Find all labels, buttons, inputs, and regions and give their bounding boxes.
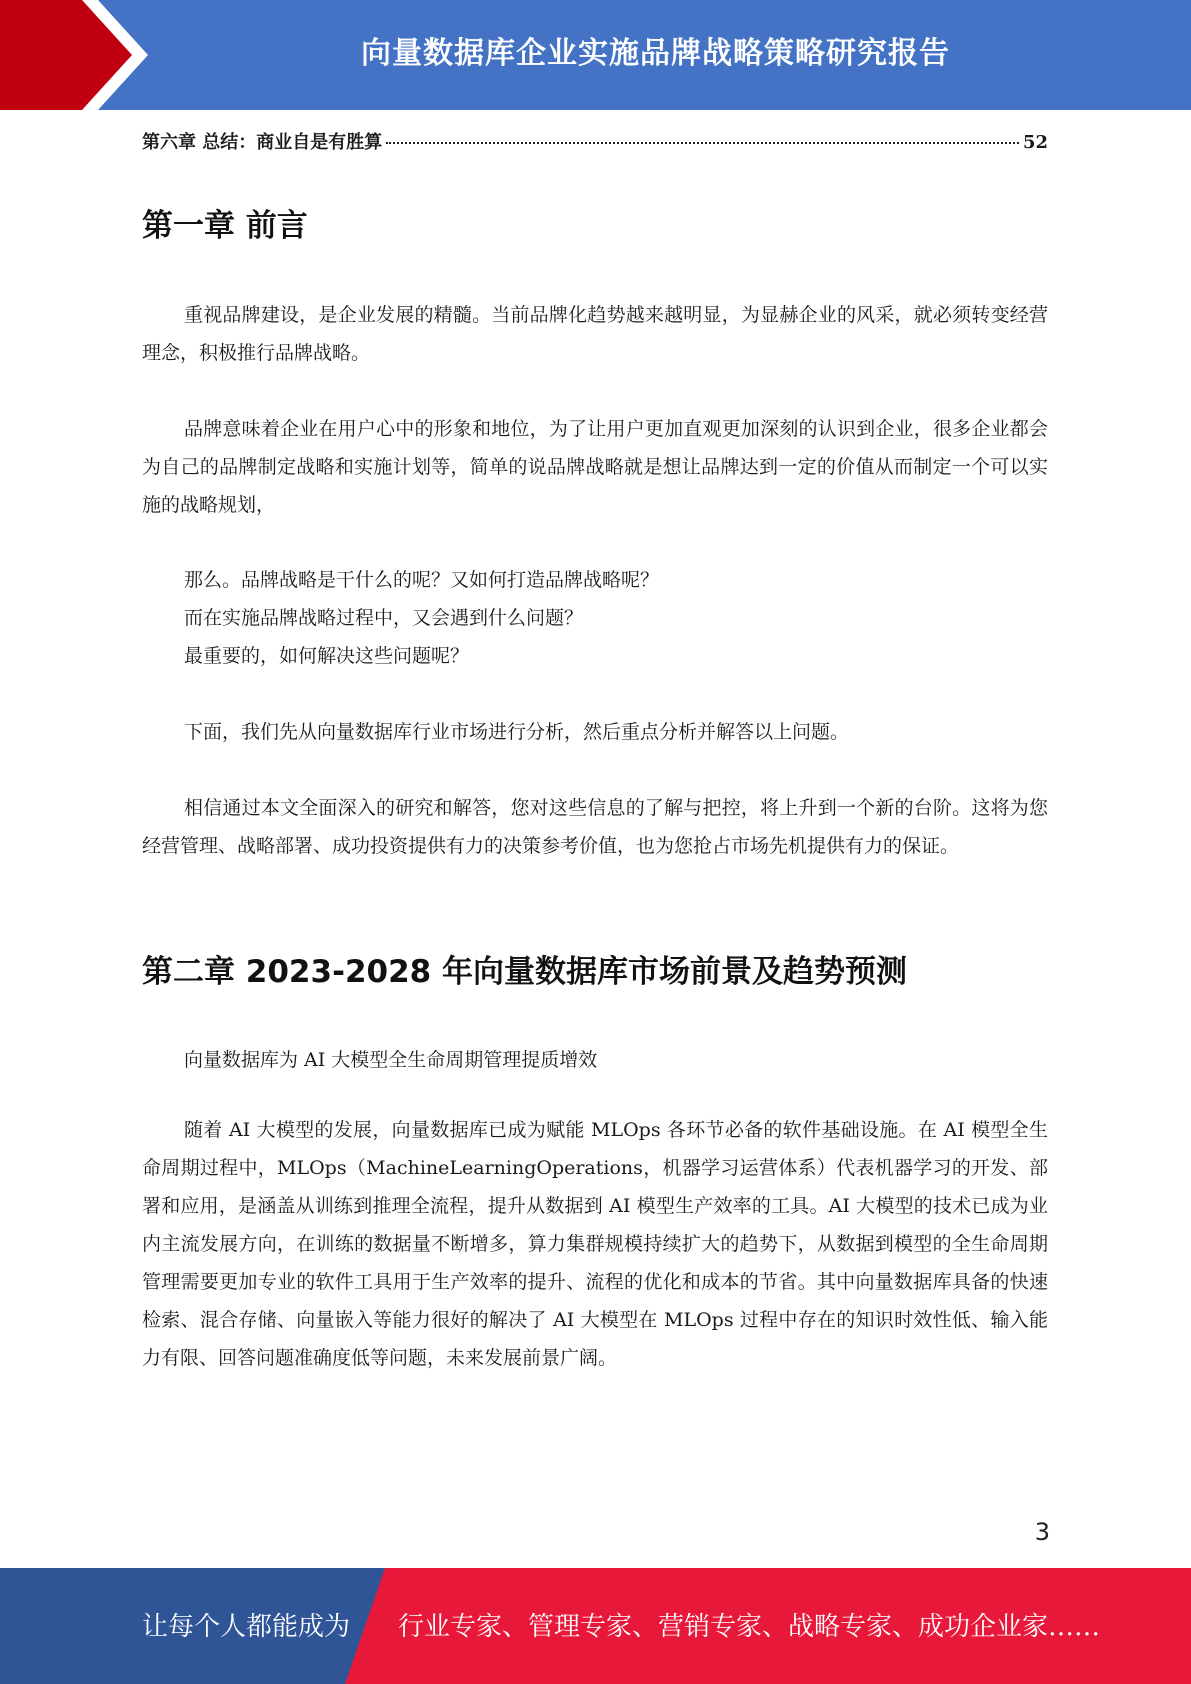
question-line-2: 而在实施品牌战略过程中，又会遇到什么问题？	[184, 607, 584, 629]
header-banner	[0, 0, 1191, 110]
footer-slogan-right: 行业专家、管理专家、营销专家、战略专家、成功企业家……	[398, 1612, 1101, 1642]
chapter1-paragraph-4: 相信通过本文全面深入的研究和解答，您对这些信息的了解与把控，将上升到一个新的台阶。这将为您经营管理、战略部署、成功投资提供有力的决策参考价值，也为您抢占市场先机提供有力的保证。	[142, 797, 1048, 857]
toc-entry[interactable]	[142, 128, 1048, 158]
chapter1-questions	[142, 561, 1048, 675]
toc-entry-label: 第六章 总结：商业自是有胜算	[142, 132, 383, 153]
chapter1-paragraph-1: 重视品牌建设，是企业发展的精髓。当前品牌化趋势越来越明显，为显赫企业的风采，就必须转变经营理念，积极推行品牌战略。	[142, 304, 1048, 364]
footer-banner	[0, 1568, 1191, 1684]
toc-leader-dots	[386, 142, 1019, 144]
chapter1-title: 第一章 前言	[142, 208, 308, 244]
chapter1-paragraph-2: 品牌意味着企业在用户心中的形象和地位，为了让用户更加直观更加深刻的认识到企业，很多企业都会为自己的品牌制定战略和实施计划等，简单的说品牌战略就是想让品牌达到一定的价值从而制定一个可以实施的战略规划，	[142, 418, 1048, 516]
header-title: 向量数据库企业实施品牌战略策略研究报告	[361, 36, 950, 71]
chapter2-title: 第二章 2023-2028 年向量数据库市场前景及趋势预测	[142, 954, 908, 990]
page-number: 3	[1034, 1518, 1050, 1546]
chapter1-paragraph-3: 下面，我们先从向量数据库行业市场进行分析，然后重点分析并解答以上问题。	[184, 721, 850, 743]
chapter2-subtitle: 向量数据库为 AI 大模型全生命周期管理提质增效	[184, 1049, 598, 1071]
toc-entry-page: 52	[1022, 132, 1048, 153]
footer-slogan-left: 让每个人都能成为	[142, 1612, 351, 1642]
chapter2-paragraph: 随着 AI 大模型的发展，向量数据库已成为赋能 MLOps 各环节必备的软件基础设施。在 AI 模型全生命周期过程中，MLOps（MachineLearningOperations，机器学习运营体系）代表机器学习的开发、部署和应用，是涵盖从训练到推理全流程，提升从数据到 AI 模型生产效率的工具。AI 大模型的技术已成为业内主流发展方向，在训练的数据量不断增多，算力集群规模持续扩大的趋势下，从数据到模型的全生命周期管理需要更加专业的软件工具用于生产效率的提升、流程的优化和成本的节省。其中向量数据库具备的快速检索、混合存储、向量嵌入等能力很好的解决了 AI 大模型在 MLOps 过程中存在的知识时效性低、输入能力有限、回答问题准确度低等问题，未来发展前景广阔。	[142, 1119, 1048, 1369]
question-line-1: 那么。品牌战略是干什么的呢？又如何打造品牌战略呢？	[184, 569, 660, 591]
question-line-3: 最重要的，如何解决这些问题呢？	[184, 645, 470, 667]
